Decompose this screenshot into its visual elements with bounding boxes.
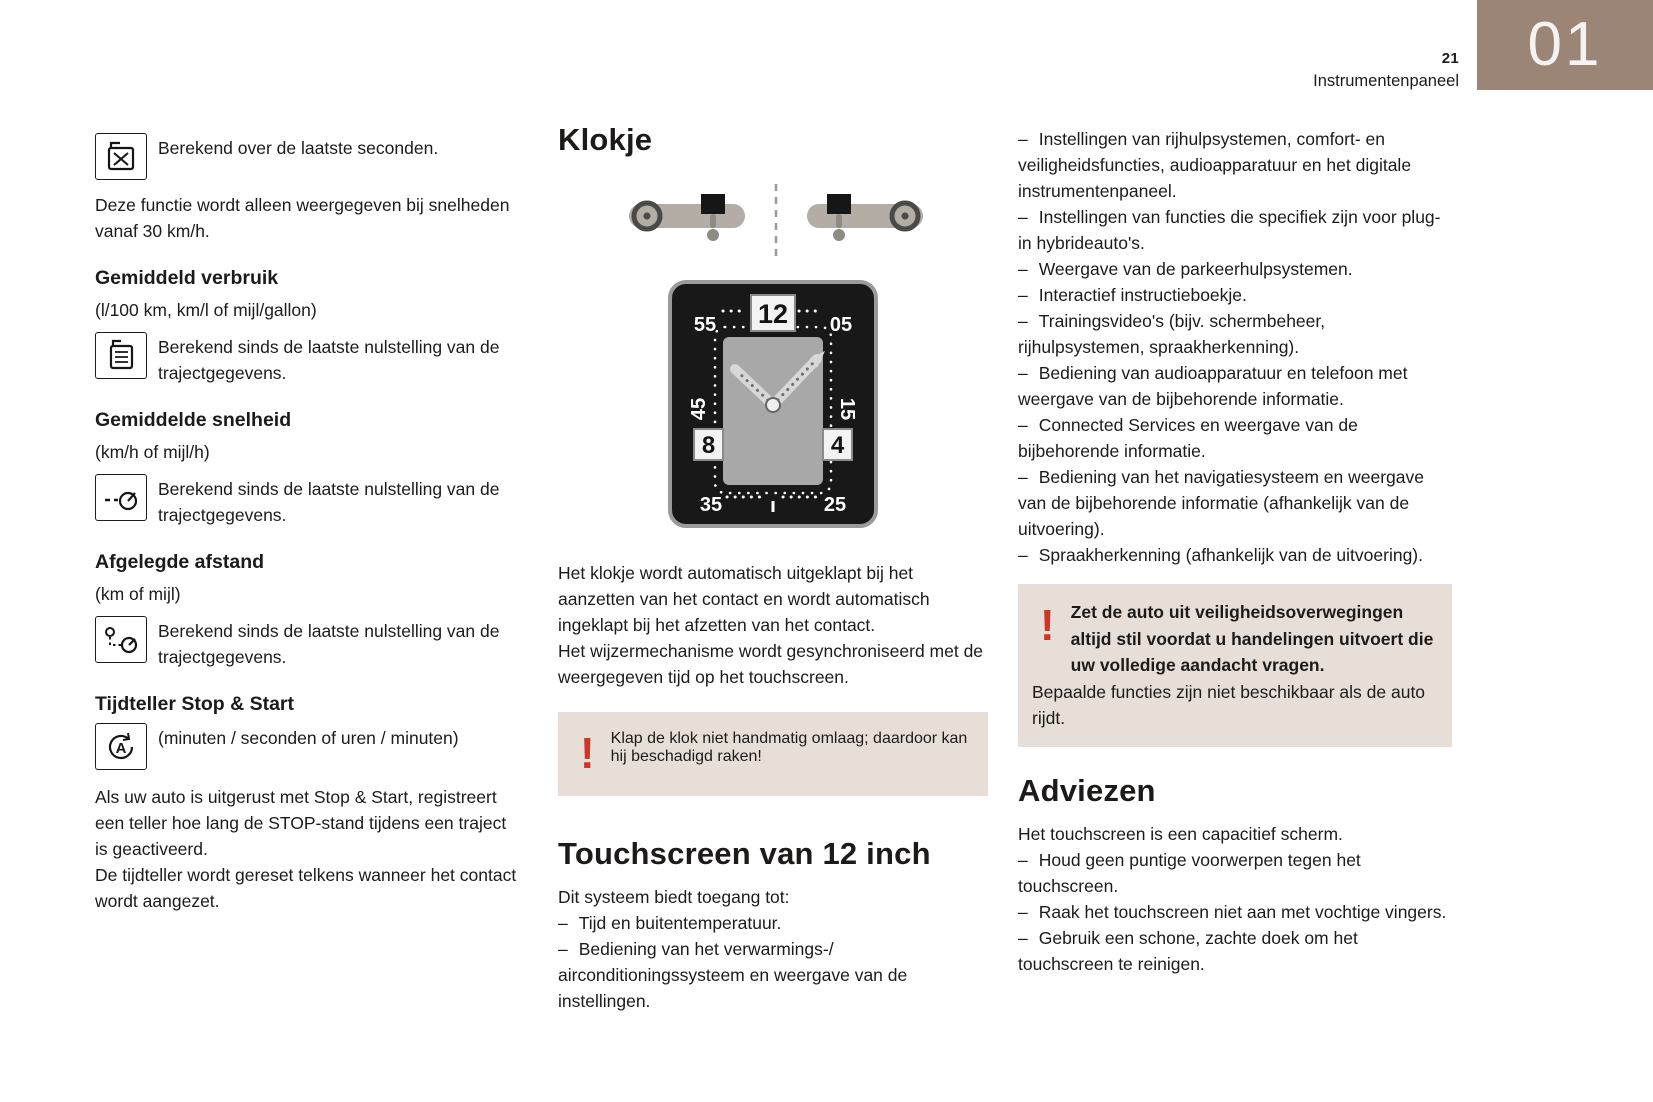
average-speed-icon bbox=[95, 474, 147, 521]
clock-hour-8: 8 bbox=[701, 432, 716, 459]
bullet-dash: – bbox=[1018, 901, 1028, 922]
average-consumption-icon bbox=[95, 332, 147, 379]
clock-hour-12: 12 bbox=[757, 299, 789, 329]
list-item bbox=[1018, 899, 1452, 925]
warning-text: Klap de klok niet handmatig omlaag; daardoor kan hij beschadigd raken! bbox=[610, 730, 968, 765]
touchscreen-intro: Dit systeem biedt toegang tot: bbox=[558, 887, 790, 907]
list-item-text: Bediening van het navigatiesysteem en weergave van de bijbehorende informatie (afhankelijk van de uitvoering). bbox=[1018, 467, 1424, 539]
average-speed-row bbox=[95, 474, 523, 528]
list-item bbox=[558, 936, 988, 1014]
clock-minute-15: 15 bbox=[836, 397, 858, 421]
list-item bbox=[1018, 308, 1452, 360]
icon-caption: Berekend over de laatste seconden. bbox=[158, 138, 439, 158]
icon-caption: Berekend sinds de laatste nulstelling van de trajectgegevens. bbox=[158, 337, 500, 383]
section-title-distance: Afgelegde afstand bbox=[95, 551, 265, 573]
list-item-text: Instellingen van functies die specifiek zijn voor plug-in hybrideauto's. bbox=[1018, 207, 1441, 253]
bullet-dash: – bbox=[558, 913, 568, 933]
chapter-title: Instrumentenpaneel bbox=[1313, 72, 1459, 90]
bullet-dash: – bbox=[558, 939, 568, 959]
advice-intro: Het touchscreen is een capacitief scherm. bbox=[1018, 823, 1343, 844]
list-item bbox=[1018, 204, 1452, 256]
list-item bbox=[1018, 126, 1452, 204]
touchscreen-heading: Touchscreen van 12 inch bbox=[558, 836, 931, 871]
bullet-dash: – bbox=[1018, 259, 1028, 279]
list-item-text: Tijd en buitentemperatuur. bbox=[578, 913, 782, 933]
average-consumption-row bbox=[95, 332, 523, 386]
warning-bold-text: Zet de auto uit veiligheidsoverwegingen altijd stil voordat u handelingen uitvoert die uw volledige aandacht vragen. bbox=[1070, 602, 1434, 675]
list-item bbox=[1018, 412, 1452, 464]
list-item bbox=[1018, 847, 1452, 899]
warning-exclamation-icon: ! bbox=[580, 729, 595, 778]
bullet-dash: – bbox=[1018, 545, 1028, 565]
list-item-text: Gebruik een schone, zachte doek om het touchscreen te reinigen. bbox=[1018, 927, 1358, 974]
mirror-position-diagram bbox=[613, 180, 933, 265]
list-item bbox=[1018, 464, 1452, 542]
warning-normal-text: Bepaalde functies zijn niet beschikbaar als de auto rijdt. bbox=[1032, 681, 1426, 728]
clock-minute-55: 55 bbox=[693, 314, 717, 336]
list-item-text: Spraakherkenning (afhankelijk van de uitvoering). bbox=[1038, 545, 1423, 565]
clock-paragraph-2: Het wijzermechanisme wordt gesynchroniseerd met de weergegeven tijd op het touchscreen. bbox=[558, 641, 984, 687]
section-subtitle: (l/100 km, km/l of mijl/gallon) bbox=[95, 300, 317, 320]
bullet-dash: – bbox=[1018, 363, 1028, 383]
icon-caption: Berekend sinds de laatste nulstelling van de trajectgegevens. bbox=[158, 621, 500, 667]
list-item-text: Trainingsvideo's (bijv. schermbeheer, rijhulpsystemen, spraakherkenning). bbox=[1018, 311, 1326, 357]
section-title-average-consumption: Gemiddeld verbruik bbox=[95, 267, 279, 289]
bullet-dash: – bbox=[1018, 285, 1028, 305]
bullet-dash: – bbox=[1018, 311, 1028, 331]
bullet-dash: – bbox=[1018, 467, 1028, 487]
safety-warning-box bbox=[1018, 584, 1452, 747]
clock-heading: Klokje bbox=[558, 122, 653, 157]
stop-start-paragraph-2: De tijdteller wordt gereset telkens wanneer het contact wordt aangezet. bbox=[95, 865, 517, 911]
list-item-text: Weergave van de parkeerhulpsystemen. bbox=[1038, 259, 1353, 279]
clock-minute-35: 35 bbox=[699, 494, 723, 516]
list-item-text: Instellingen van rijhulpsystemen, comfort- en veiligheidsfuncties, audioapparatuur en het digitale instrumentenpaneel. bbox=[1018, 129, 1412, 201]
list-item-text: Bediening van audioapparatuur en telefoon met weergave van de bijbehorende informatie. bbox=[1018, 363, 1408, 409]
section-title-stop-start-timer: Tijdteller Stop & Start bbox=[95, 693, 294, 715]
list-item bbox=[1018, 282, 1452, 308]
advice-heading: Adviezen bbox=[1018, 772, 1156, 808]
list-item bbox=[1018, 925, 1452, 977]
section-subtitle: (km of mijl) bbox=[95, 584, 181, 604]
svg-text:A: A bbox=[115, 739, 127, 757]
stop-start-row bbox=[95, 723, 523, 770]
icon-caption: Berekend sinds de laatste nulstelling van de trajectgegevens. bbox=[158, 479, 500, 525]
clock-minute-45: 45 bbox=[688, 397, 710, 421]
section-subtitle: (km/h of mijl/h) bbox=[95, 442, 210, 462]
analog-clock-illustration bbox=[667, 279, 879, 534]
list-item bbox=[1018, 542, 1452, 568]
list-item-text: Interactief instructieboekje. bbox=[1038, 285, 1247, 305]
warning-exclamation-icon: ! bbox=[1040, 601, 1055, 650]
list-item bbox=[1018, 360, 1452, 412]
instant-consumption-row bbox=[95, 133, 523, 180]
list-item-text: Raak het touchscreen niet aan met vochtige vingers. bbox=[1038, 901, 1447, 922]
page-header bbox=[1313, 50, 1459, 91]
stop-start-paragraph: Als uw auto is uitgerust met Stop & Start, registreert een teller hoe lang de STOP-stand tijdens een traject is geactiveerd. bbox=[95, 787, 507, 859]
list-item-text: Bediening van het verwarmings-/ airconditioningssysteem en weergave van de instellingen. bbox=[558, 939, 908, 1011]
bullet-dash: – bbox=[1018, 129, 1028, 149]
list-item bbox=[558, 910, 988, 936]
trip-distance-icon bbox=[95, 616, 147, 663]
bullet-dash: – bbox=[1018, 849, 1028, 870]
bullet-dash: – bbox=[1018, 927, 1028, 948]
distance-row bbox=[95, 616, 523, 670]
list-item-text: Connected Services en weergave van de bijbehorende informatie. bbox=[1018, 415, 1358, 461]
middle-column bbox=[558, 122, 988, 1014]
chapter-number: 01 bbox=[1527, 10, 1603, 79]
clock-paragraph-1: Het klokje wordt automatisch uitgeklapt bij het aanzetten van het contact en wordt automatisch ingeklapt bij het afzetten van het contact. bbox=[558, 563, 930, 635]
icon-caption: (minuten / seconden of uren / minuten) bbox=[158, 728, 459, 748]
left-column bbox=[95, 128, 523, 914]
chapter-tab bbox=[1477, 0, 1653, 90]
bullet-dash: – bbox=[1018, 415, 1028, 435]
page-number: 21 bbox=[1441, 50, 1459, 67]
list-item bbox=[1018, 256, 1452, 282]
note-paragraph: Deze functie wordt alleen weergegeven bij snelheden vanaf 30 km/h. bbox=[95, 195, 510, 241]
clock-warning-box bbox=[558, 712, 988, 796]
bullet-dash: – bbox=[1018, 207, 1028, 227]
clock-minute-05: 05 bbox=[829, 314, 853, 336]
clock-hour-4: 4 bbox=[830, 432, 845, 459]
right-column bbox=[1018, 126, 1452, 977]
stop-start-timer-icon bbox=[95, 723, 147, 770]
clock-minute-25: 25 bbox=[823, 494, 847, 516]
list-item-text: Houd geen puntige voorwerpen tegen het touchscreen. bbox=[1018, 849, 1361, 896]
section-title-average-speed: Gemiddelde snelheid bbox=[95, 409, 292, 431]
fuel-clock-icon bbox=[95, 133, 147, 180]
